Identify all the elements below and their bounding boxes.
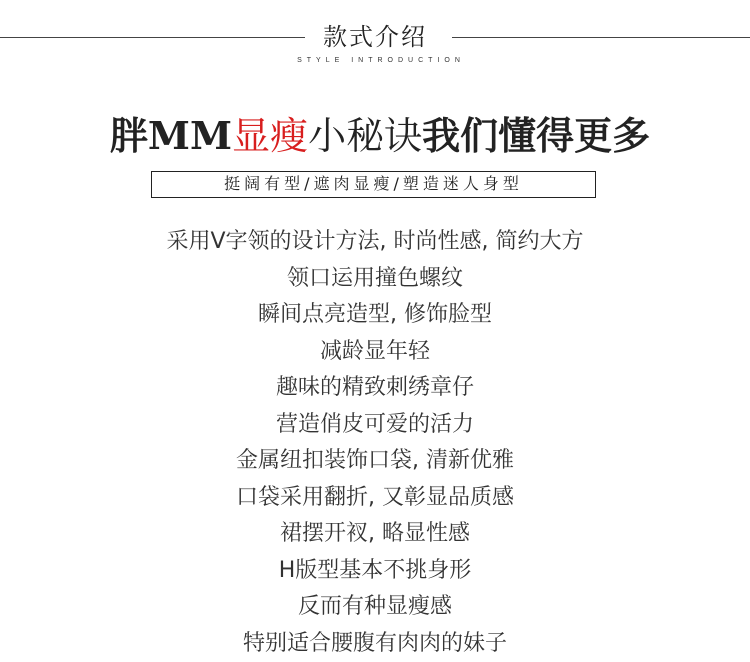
feature-line: 反而有种显瘦感 [0, 589, 750, 626]
header-divider-right [452, 37, 750, 38]
headline-part-1: 胖MM [110, 113, 232, 158]
headline-part-4: 我们懂得更多 [422, 114, 650, 158]
feature-line: 减龄显年轻 [0, 334, 750, 371]
feature-line: 领口运用撞色螺纹 [0, 261, 750, 298]
section-header [0, 18, 750, 78]
feature-line: 营造俏皮可爱的活力 [0, 407, 750, 444]
feature-line: 瞬间点亮造型, 修饰脸型 [0, 297, 750, 334]
headline-part-2: 显瘦 [232, 114, 308, 158]
feature-list [0, 224, 750, 662]
section-subtitle: STYLE INTRODUCTION [0, 57, 750, 64]
section-title: 款式介绍 [0, 18, 750, 56]
feature-line: 金属纽扣装饰口袋, 清新优雅 [0, 443, 750, 480]
headline-part-3: 小秘诀 [308, 114, 422, 158]
feature-line: 裙摆开衩, 略显性感 [0, 516, 750, 553]
feature-line: H版型基本不挑身形 [0, 553, 750, 590]
headline [0, 110, 750, 162]
feature-line: 口袋采用翻折, 又彰显品质感 [0, 480, 750, 517]
feature-line: 特别适合腰腹有肉肉的妹子 [0, 626, 750, 662]
feature-line: 趣味的精致刺绣章仔 [0, 370, 750, 407]
feature-line: 采用V字领的设计方法, 时尚性感, 简约大方 [0, 224, 750, 261]
tagline-box: 挺阔有型/遮肉显瘦/塑造迷人身型 [151, 171, 596, 198]
